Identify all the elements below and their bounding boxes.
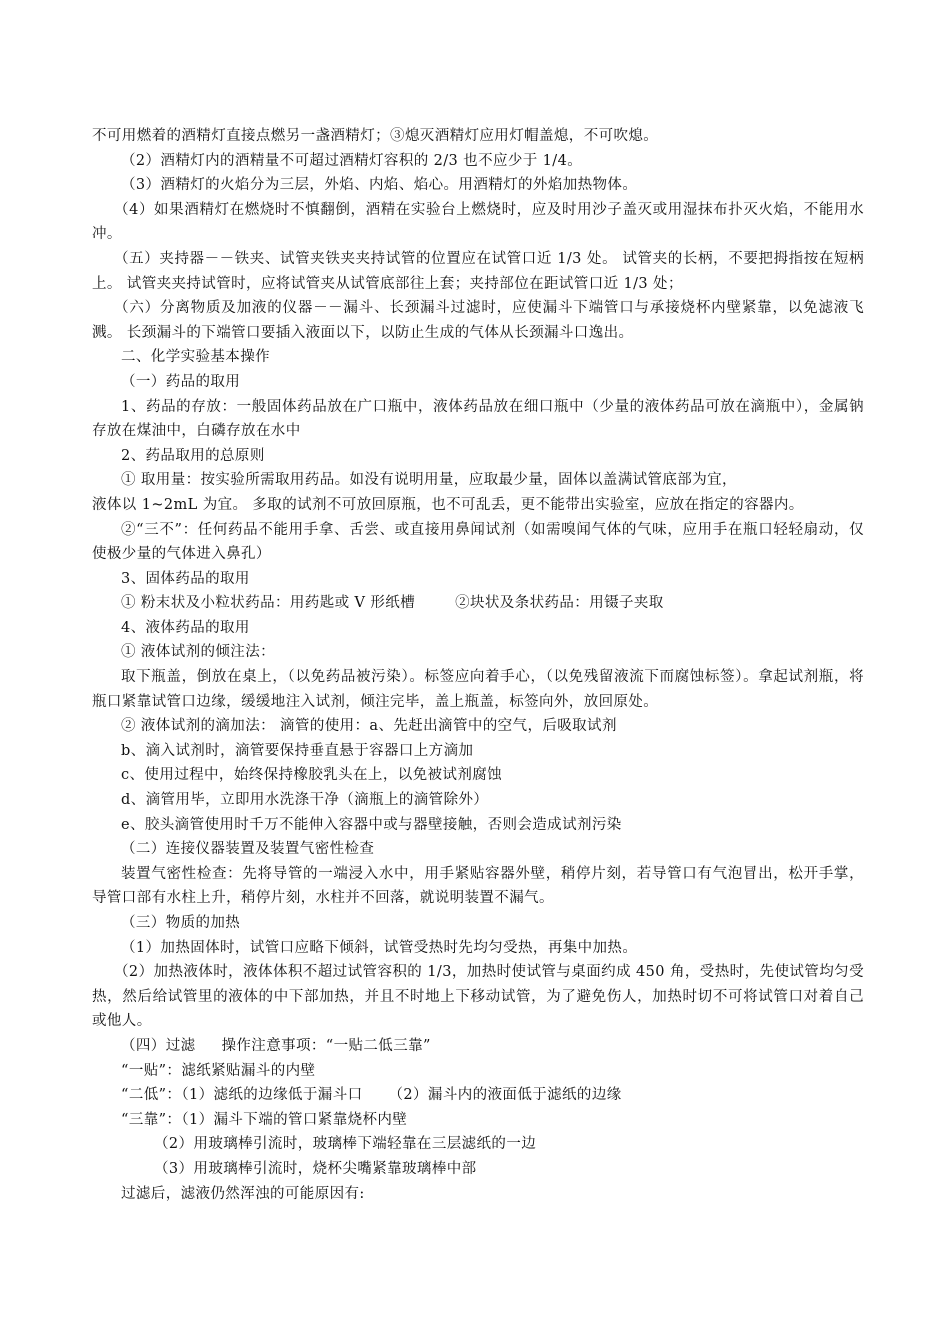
list-item-dropper-e: e、胶头滴管使用时千万不能伸入容器中或与器壁接触，否则会造成试剂污染 <box>121 816 622 833</box>
item-heading-general-principles: 2、药品取用的总原则 <box>121 447 265 464</box>
paragraph-three-nots: ②“三不”：任何药品不能用手拿、舌尝、或直接用鼻闻试剂（如需嗅闻气体的气味，应用手在瓶口轻轻扇动，仅使极少量的气体进入鼻孔） <box>92 521 864 563</box>
paragraph-pouring-method: ① 液体试剂的倾注法： <box>121 644 276 661</box>
item-heading-liquid-reagents: 4、液体药品的取用 <box>121 619 250 636</box>
paragraph-heating-solid: （1）加热固体时，试管口应略下倾斜，试管受热时先均匀受热，再集中加热。 <box>121 939 638 956</box>
paragraph-lamp-fire: （4）如果酒精灯在燃烧时不慎翻倒，酒精在实验台上燃烧时，应及时用沙子盖灭或用湿抹布扑灭火焰，不能用水冲。 <box>92 201 864 243</box>
paragraph-three-lean: “三靠”：（1）漏斗下端的管口紧靠烧杯内壁 <box>121 1111 408 1128</box>
two-low-first: “二低”：（1）滤纸的边缘低于漏斗口 <box>121 1087 363 1104</box>
two-low-second: （2）漏斗内的液面低于滤纸的边缘 <box>388 1087 622 1104</box>
paragraph-clamps: （五）夹持器－－铁夹、试管夹铁夹夹持试管的位置应在试管口近 1/3 处。 试管夹的长柄，不要把拇指按在短柄上。 试管夹夹持试管时，应将试管夹从试管底部往上套；夹持部位在距试管口近 1/3 处； <box>92 250 864 292</box>
paragraph-filtrate-cloudy: 过滤后，滤液仍然浑浊的可能原因有: <box>121 1185 365 1202</box>
paragraph-amount-rule-cont: 液体以 1~2mL 为宜。 多取的试剂不可放回原瓶，也不可乱丢，更不能带出实验室，应放在指定的容器内。 <box>92 496 804 513</box>
filtration-title: （四）过滤 <box>121 1037 196 1054</box>
paragraph-dropping-method: ② 液体试剂的滴加法： 滴管的使用：a、先赶出滴管中的空气，后吸取试剂 <box>121 718 617 735</box>
paragraph-three-lean-3: （3）用玻璃棒引流时，烧杯尖嘴紧靠玻璃棒中部 <box>154 1160 477 1177</box>
paragraph-heating-liquid: （2）加热液体时，液体体积不超过试管容积的 1/3，加热时使试管与桌面约成 450 角，受热时，先使试管均匀受热，然后给试管里的液体的中下部加热，并且不时地上下移动试管，为了避免伤人，加热时切不可将试管口对着自己或他人。 <box>92 964 864 1030</box>
list-item-dropper-b: b、滴入试剂时，滴管要保持垂直悬于容器口上方滴加 <box>121 742 474 759</box>
list-item-dropper-c: c、使用过程中，始终保持橡胶乳头在上，以免被试剂腐蚀 <box>121 767 503 784</box>
paragraph-flame-layers: （3）酒精灯的火焰分为三层，外焰、内焰、焰心。用酒精灯的外焰加热物体。 <box>121 177 638 194</box>
paragraph-funnels: （六）分离物质及加液的仪器－－漏斗、长颈漏斗过滤时，应使漏斗下端管口与承接烧杯内壁紧靠，以免滤液飞溅。 长颈漏斗的下端管口要插入液面以下，以防止生成的气体从长颈漏斗口逸出。 <box>92 300 864 341</box>
paragraph-reagent-storage: 1、药品的存放：一般固体药品放在广口瓶中，液体药品放在细口瓶中（少量的液体药品可放在滴瓶中），金属钠存放在煤油中，白磷存放在水中 <box>92 398 864 440</box>
paragraph-two-low <box>92 1083 864 1108</box>
paragraph-alcohol-lamp-rule: 不可用燃着的酒精灯直接点燃另一盏酒精灯；③熄灭酒精灯应用灯帽盖熄，不可吹熄。 <box>92 128 659 144</box>
filtration-notes: 操作注意事项：“一贴二低三靠” <box>221 1037 431 1054</box>
paragraph-amount-rule: ① 取用量：按实验所需取用药品。如没有说明用量，应取最少量，固体以盖满试管底部为宜， <box>121 472 737 489</box>
paragraph-pouring-steps: 取下瓶盖，倒放在桌上，（以免药品被污染）。标签应向着手心，（以免残留液流下而腐蚀标签）。拿起试剂瓶，将瓶口紧靠试管口边缘，缓缓地注入试剂，倾注完毕，盖上瓶盖，标签向外，放回原处。 <box>92 669 864 710</box>
subsection-heading-taking-reagents: （一）药品的取用 <box>121 373 241 390</box>
subsection-heading-heating: （三）物质的加热 <box>121 915 241 931</box>
powder-method: ① 粉末状及小粒状药品：用药匙或 V 形纸槽 <box>121 595 416 612</box>
paragraph-three-lean-2: （2）用玻璃棒引流时，玻璃棒下端轻靠在三层滤纸的一边 <box>154 1136 537 1153</box>
section-heading-basic-operations: 二、化学实验基本操作 <box>121 349 270 366</box>
paragraph-one-stick: “一贴”：滤纸紧贴漏斗的内壁 <box>121 1062 316 1079</box>
document-body <box>92 124 864 1206</box>
paragraph-airtightness-check: 装置气密性检查：先将导管的一端浸入水中，用手紧贴容器外壁，稍停片刻，若导管口有气泡冒出，松开手掌，导管口部有水柱上升，稍停片刻，水柱并不回落，就说明装置不漏气。 <box>92 865 864 907</box>
subsection-heading-filtration <box>92 1034 864 1059</box>
paragraph-alcohol-amount: （2）酒精灯内的酒精量不可超过酒精灯容积的 2/3 也不应少于 1/4。 <box>121 152 583 169</box>
subsection-heading-airtightness: （二）连接仪器装置及装置气密性检查 <box>121 841 375 858</box>
item-heading-solid-reagents: 3、固体药品的取用 <box>121 570 250 587</box>
paragraph-solid-methods <box>92 591 864 616</box>
list-item-dropper-d: d、滴管用毕，立即用水洗涤干净（滴瓶上的滴管除外） <box>121 792 489 809</box>
block-method: ②块状及条状药品：用镊子夹取 <box>455 595 664 612</box>
